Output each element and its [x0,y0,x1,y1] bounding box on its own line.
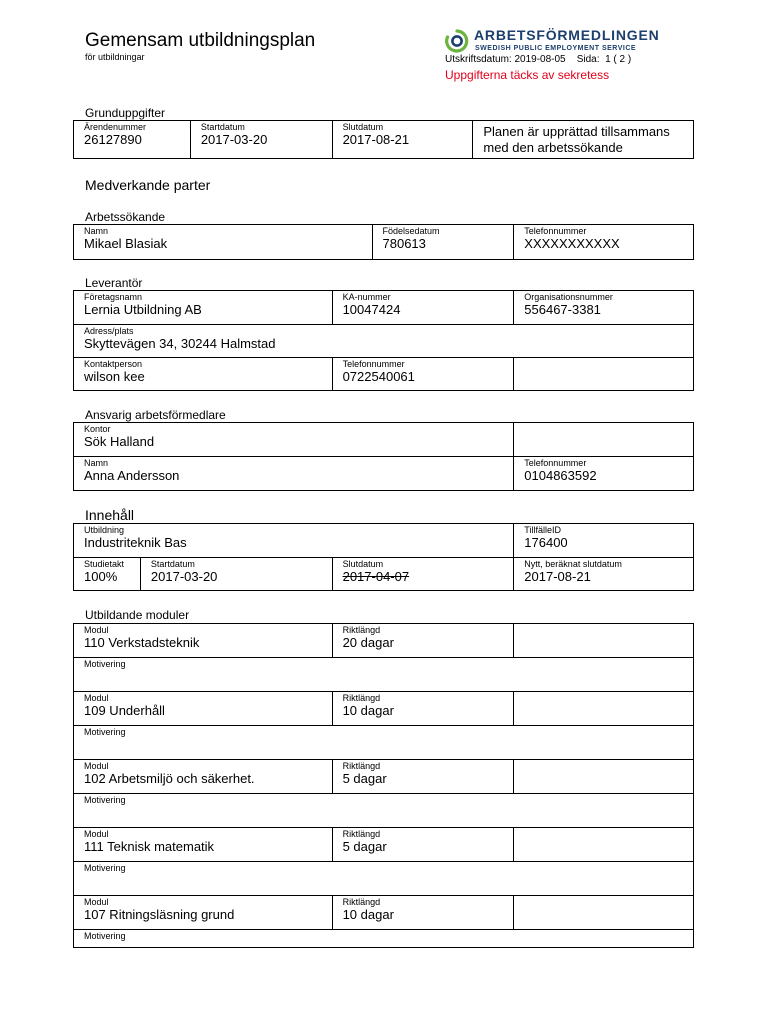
riktlangd-cell [333,896,515,930]
innehall-slutdatum-label: Slutdatum [342,559,384,569]
arbetsformedlare-table [73,422,694,491]
slutdatum-value: 2017-08-21 [342,132,410,147]
arbetsformedlare-heading: Ansvarig arbetsförmedlare [85,408,226,422]
module-row [74,692,694,726]
organisationsnummer-value: 556467-3381 [524,302,601,317]
modul-value: 107 Ritningsläsning grund [84,907,235,922]
arendenummer-label: Ärendenummer [84,122,147,132]
leverantor-table [73,290,694,391]
empty-cell [514,624,694,658]
sokande-namn-label: Namn [84,226,109,236]
parter-heading: Medverkande parter [85,177,211,193]
arbetssokande-table [73,224,694,260]
innehall-heading: Innehåll [85,507,135,523]
adress-value: Skyttevägen 34, 30244 Halmstad [84,336,276,351]
formedlare-telefon-label: Telefonnummer [524,458,587,468]
modul-cell [74,896,333,930]
motivering-label: Motivering [84,727,126,737]
nytt-slutdatum-label: Nytt, beräknat slutdatum [524,559,622,569]
moduler-table [73,623,694,948]
motivering-cell [74,726,694,760]
motivering-label: Motivering [84,931,126,941]
startdatum-cell [191,121,333,159]
arbetssokande-heading: Arbetssökande [85,210,166,224]
riktlangd-label: Riktlängd [342,829,381,839]
utbildning-label: Utbildning [84,525,125,535]
formedlare-namn-label: Namn [84,458,109,468]
fodelsedatum-value: 780613 [382,236,426,251]
riktlangd-value: 20 dagar [342,635,394,650]
empty-cell [514,423,694,457]
modul-cell [74,760,333,794]
sokande-namn-value: Mikael Blasiak [84,236,168,251]
empty-cell [514,760,694,794]
kontaktperson-cell [74,358,333,391]
plan-note-line-1: Planen är upprättad tillsammans [483,124,670,139]
ka-nummer-label: KA-nummer [342,292,391,302]
moduler-heading: Utbildande moduler [85,608,190,622]
tillfalleid-value: 176400 [524,535,568,550]
modul-cell [74,624,333,658]
adress-cell [74,325,694,358]
formedlare-namn-value: Anna Andersson [84,468,180,483]
kontor-cell [74,423,514,457]
riktlangd-cell [333,692,515,726]
logo-name: ARBETSFÖRMEDLINGEN [474,27,660,43]
plan-note-cell [473,121,694,159]
arendenummer-cell [74,121,191,159]
print-info: Utskriftsdatum: 2019-08-05 Sida: 1 ( 2 ) [445,54,632,65]
innehall-table [73,523,694,591]
slutdatum-cell [333,121,474,159]
modul-value: 110 Verkstadsteknik [84,635,200,650]
fodelsedatum-label: Födelsedatum [382,226,440,236]
kontaktperson-label: Kontaktperson [84,359,143,369]
modul-label: Modul [84,761,109,771]
riktlangd-cell [333,828,515,862]
organisationsnummer-cell [514,291,694,325]
page-title: Gemensam utbildningsplan [85,30,316,51]
ka-nummer-cell [333,291,515,325]
studietakt-value: 100% [84,569,118,584]
riktlangd-value: 10 dagar [342,907,394,922]
modul-label: Modul [84,829,109,839]
modul-cell [74,828,333,862]
utbildning-cell [74,524,514,558]
foretagsnamn-label: Företagsnamn [84,292,143,302]
tillfalleid-label: TillfälleID [524,525,561,535]
arendenummer-value: 26127890 [84,132,142,147]
empty-cell [514,828,694,862]
riktlangd-value: 5 dagar [342,839,387,854]
leverantor-heading: Leverantör [85,276,143,290]
module-row [74,760,694,794]
module-row [74,828,694,862]
innehall-startdatum-value: 2017-03-20 [150,569,218,584]
innehall-startdatum-label: Startdatum [150,559,195,569]
fodelsedatum-cell [373,225,515,260]
motivering-label: Motivering [84,863,126,873]
empty-cell [514,692,694,726]
motivering-cell [74,658,694,692]
organisationsnummer-label: Organisationsnummer [524,292,613,302]
motivering-cell [74,930,694,948]
page-subtitle: för utbildningar [85,52,145,62]
riktlangd-value: 10 dagar [342,703,394,718]
motivering-label: Motivering [84,795,126,805]
studietakt-label: Studietakt [84,559,125,569]
riktlangd-cell [333,760,515,794]
leverantor-telefon-value: 0722540061 [342,369,415,384]
module-row [74,624,694,658]
empty-cell [514,358,694,391]
modul-cell [74,692,333,726]
slutdatum-label: Slutdatum [342,122,384,132]
modul-value: 109 Underhåll [84,703,165,718]
innehall-startdatum-cell [141,558,333,591]
logo-tagline: SWEDISH PUBLIC EMPLOYMENT SERVICE [475,45,637,52]
sokande-namn-cell [74,225,373,260]
grunduppgifter-table [73,120,694,159]
plan-note-line-2: med den arbetssökande [483,140,623,155]
kontor-label: Kontor [84,424,111,434]
foretagsnamn-value: Lernia Utbildning AB [84,302,202,317]
foretagsnamn-cell [74,291,333,325]
module-row [74,896,694,930]
riktlangd-label: Riktlängd [342,897,381,907]
nytt-slutdatum-value: 2017-08-21 [524,569,591,584]
grunduppgifter-heading: Grunduppgifter [85,106,166,120]
ka-nummer-value: 10047424 [342,302,401,317]
tillfalleid-cell [514,524,694,558]
kontaktperson-value: wilson kee [84,369,145,384]
riktlangd-label: Riktlängd [342,625,381,635]
logo-mark-icon [445,28,469,54]
formedlare-namn-cell [74,457,514,491]
modul-value: 111 Teknisk matematik [84,839,215,854]
innehall-slutdatum-value-struck: 2017-04-07 [342,569,410,584]
modul-label: Modul [84,693,109,703]
riktlangd-value: 5 dagar [342,771,387,786]
motivering-cell [74,862,694,896]
kontor-value: Sök Halland [84,434,155,449]
motivering-cell [74,794,694,828]
nytt-slutdatum-cell [514,558,694,591]
adress-label: Adress/plats [84,326,134,336]
startdatum-value: 2017-03-20 [200,132,268,147]
innehall-slutdatum-cell [333,558,515,591]
modul-label: Modul [84,625,109,635]
utbildning-value: Industriteknik Bas [84,535,187,550]
empty-cell [514,896,694,930]
sokande-telefon-value: XXXXXXXXXXX [524,236,620,251]
modul-label: Modul [84,897,109,907]
sokande-telefon-label: Telefonnummer [524,226,587,236]
formedlare-telefon-value: 0104863592 [524,468,597,483]
secrecy-notice: Uppgifterna täcks av sekretess [445,68,610,82]
startdatum-label: Startdatum [200,122,245,132]
riktlangd-label: Riktlängd [342,693,381,703]
formedlare-telefon-cell [514,457,694,491]
arbetsformedlingen-logo [445,28,675,56]
leverantor-telefon-cell [333,358,515,391]
modul-value: 102 Arbetsmiljö och säkerhet. [84,771,255,786]
riktlangd-cell [333,624,515,658]
leverantor-telefon-label: Telefonnummer [342,359,405,369]
studietakt-cell [74,558,141,591]
sokande-telefon-cell [514,225,694,260]
riktlangd-label: Riktlängd [342,761,381,771]
motivering-label: Motivering [84,659,126,669]
